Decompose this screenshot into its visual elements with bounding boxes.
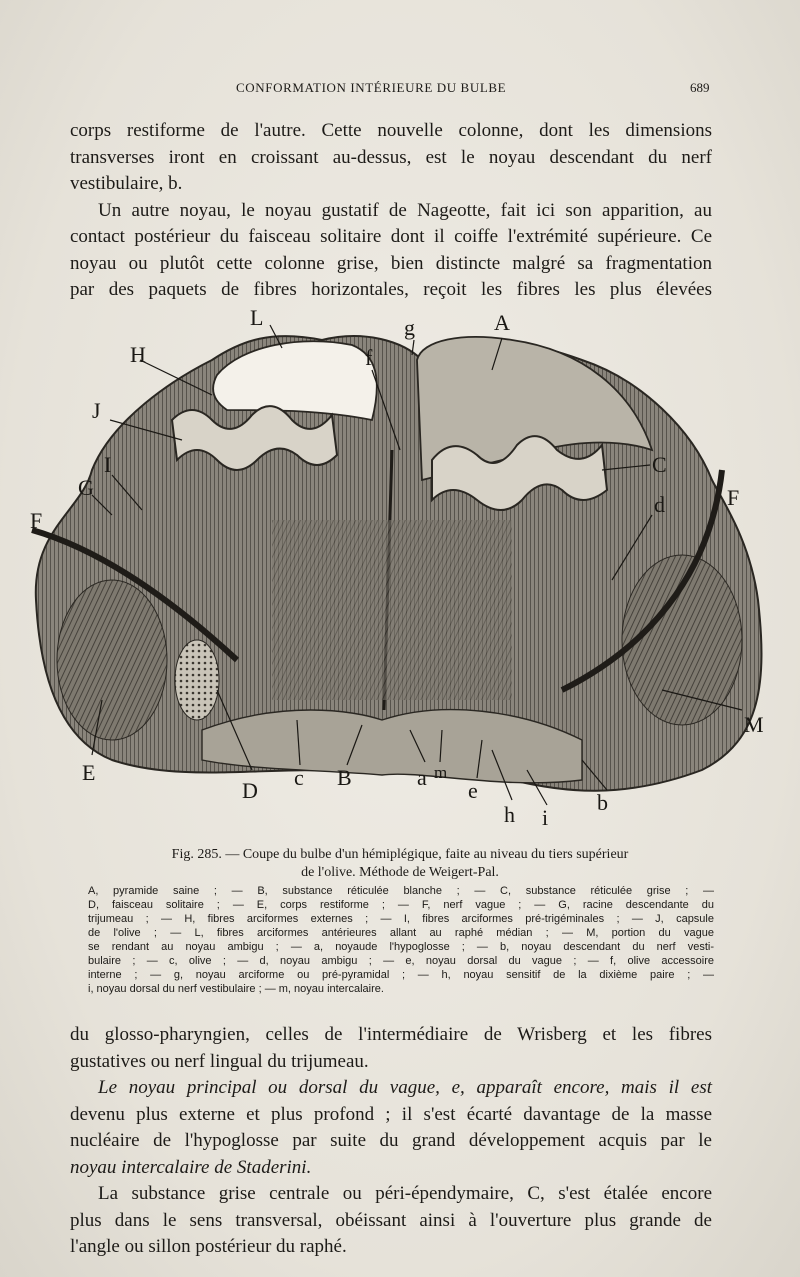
figure-label-e: e xyxy=(468,778,478,803)
paragraph-top xyxy=(70,118,712,304)
figure-label-F-right: F xyxy=(727,485,740,510)
text-line: devenu plus externe et plus profond ; il s'est écarté davantage de la masse xyxy=(70,1103,712,1125)
solitary-bundle xyxy=(175,640,219,720)
text-line: par des paquets de fibres horizontales, reçoit les fibres les plus élevées xyxy=(70,279,712,300)
legend-line: trijumeau ; — H, fibres arciformes externes ; — I, fibres arciformes pré-trigéminales ; — J, capsule xyxy=(88,913,714,925)
text-line: La substance grise centrale ou péri-épendymaire, C, s'est étalée encore xyxy=(98,1183,712,1204)
figure-label-D: D xyxy=(242,778,258,803)
restiform-left xyxy=(57,580,167,740)
page-number: 689 xyxy=(690,80,710,95)
figure-label-b: b xyxy=(597,790,608,815)
legend-line: A, pyramide saine ; — B, substance réticulée blanche ; — C, substance réticulée grise ; — xyxy=(88,885,714,897)
running-title: CONFORMATION INTÉRIEURE DU BULBE xyxy=(236,80,507,95)
figure-legend xyxy=(88,884,714,996)
legend-line: de l'olive ; — L, fibres arciformes antérieures allant au raphé médian ; — M, portion du vague xyxy=(88,927,714,939)
text-line: contact postérieur du faisceau solitaire dont il coiffe l'extrémité supérieure. Ce xyxy=(70,226,712,247)
figure-label-m: m xyxy=(434,763,448,782)
text-line: noyau intercalaire de Staderini. xyxy=(70,1156,312,1178)
figure-label-E: E xyxy=(82,760,96,785)
running-header xyxy=(0,80,800,100)
legend-line: D, faisceau solitaire ; — E, corps restiforme ; — F, nerf vague ; — G, racine descendante du xyxy=(88,899,714,911)
figure-label-G: G xyxy=(78,475,94,500)
text-line: plus dans le sens transversal, obéissant ainsi à l'ouverture plus grande de xyxy=(70,1209,712,1231)
text-line: du glosso-pharyngien, celles de l'intermédiaire de Wrisberg et les fibres xyxy=(70,1024,712,1045)
figure-label-M: M xyxy=(744,712,764,737)
figure-label-F-left: F xyxy=(30,508,43,533)
text-line: noyau ou plutôt cette colonne grise, bien distincte malgré sa fragmentation xyxy=(70,252,712,274)
figure-label-A: A xyxy=(494,310,510,335)
caption-line-1: Fig. 285. — Coupe du bulbe d'un hémiplégique, faite au niveau du tiers supérieur xyxy=(171,847,629,862)
text-line: nucléaire de l'hypoglosse par suite du grand développement acquis par le xyxy=(70,1130,712,1151)
text-line: vestibulaire, b. xyxy=(70,173,183,194)
text-line: transverses iront en croissant au-dessus, est le noyau descendant du nerf xyxy=(70,146,712,168)
figure-label-f: f xyxy=(365,345,373,370)
text-line: Un autre noyau, le noyau gustatif de Nageotte, fait ici son apparition, au xyxy=(98,199,712,221)
figure-label-i: i xyxy=(542,805,549,830)
text-line: gustatives ou nerf lingual du trijumeau. xyxy=(70,1050,369,1072)
paragraph-bottom xyxy=(70,1022,712,1261)
figure-label-H: H xyxy=(130,342,146,367)
medulla-section-figure xyxy=(22,300,782,835)
figure-label-L: L xyxy=(250,305,264,330)
legend-line: i, noyau dorsal du nerf vestibulaire ; — m, noyau intercalaire. xyxy=(88,983,384,995)
figure-label-C: C xyxy=(652,452,667,477)
text-line: corps restiforme de l'autre. Cette nouvelle colonne, dont les dimensions xyxy=(70,120,712,141)
figure-label-J: J xyxy=(92,398,101,423)
legend-line: bulaire ; — c, olive ; — d, noyau ambigu ; — e, noyau dorsal du vague ; — f, olive accessoire xyxy=(88,955,714,967)
figure-label-B: B xyxy=(337,765,352,790)
figure-label-I: I xyxy=(104,452,112,477)
legend-line: se rendant au noyau ambigu ; — a, noyaude l'hypoglosse ; — b, noyau descendant du nerf vesti- xyxy=(88,941,714,953)
figure-label-d: d xyxy=(654,492,665,517)
figure-label-h: h xyxy=(504,802,515,827)
reticular-substance xyxy=(272,520,512,700)
figure-label-a: a xyxy=(417,765,427,790)
legend-line: interne ; — g, noyau arciforme ou pré-pyramidal ; — h, noyau sensitif de la dixième paire ; — xyxy=(88,969,714,981)
figure-caption xyxy=(70,846,730,882)
caption-line-2: de l'olive. Méthode de Weigert-Pal. xyxy=(301,865,499,880)
figure-label-c: c xyxy=(294,765,304,790)
text-line: Le noyau principal ou dorsal du vague, e, apparaît encore, mais il est xyxy=(98,1077,712,1098)
text-line: l'angle ou sillon postérieur du raphé. xyxy=(70,1236,347,1257)
figure-label-g: g xyxy=(404,315,415,340)
